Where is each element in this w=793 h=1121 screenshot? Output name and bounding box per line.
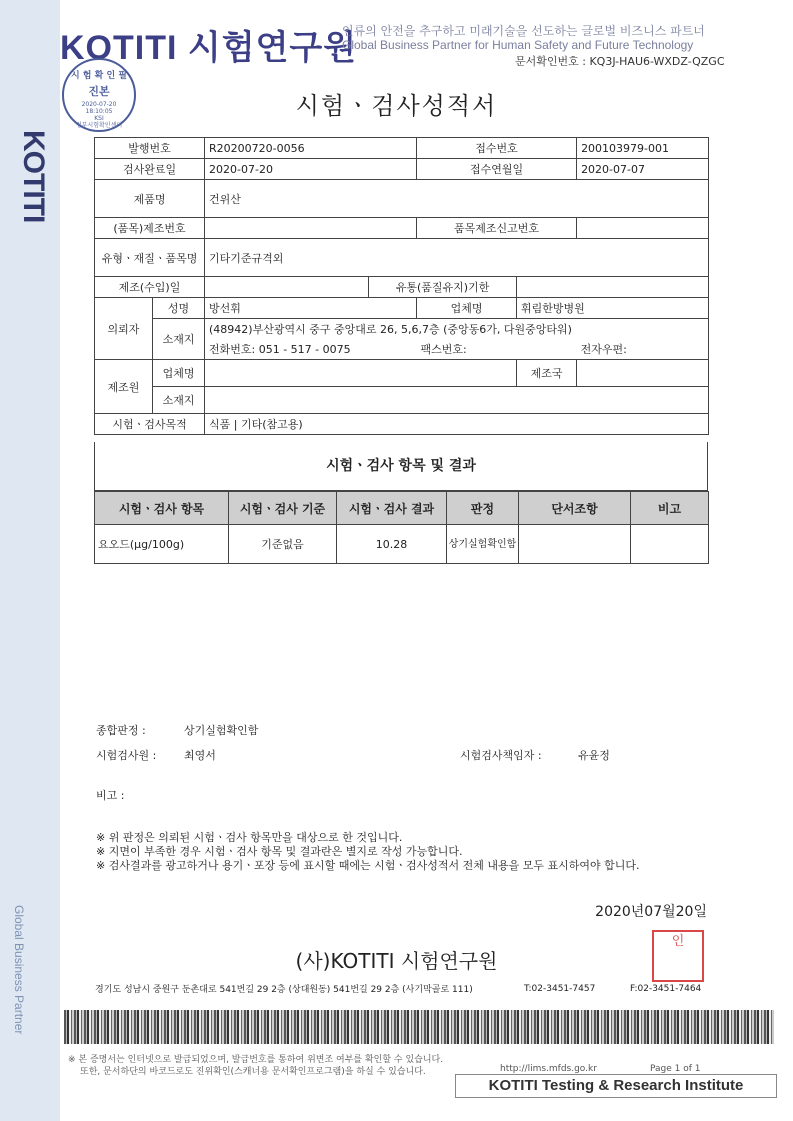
client-address-value: (48942)부산광역시 중구 중앙대로 26, 5,6,7층 (중앙동6가, 다원중앙타워) xyxy=(205,319,709,340)
receipt-date-label: 접수연월일 xyxy=(417,159,577,180)
client-name-value: 방선휘 xyxy=(205,298,417,319)
manager-label: 시험검사책임자 : xyxy=(460,749,542,762)
maker-label: 제조원 xyxy=(95,360,153,414)
info-table xyxy=(94,137,709,435)
col-result: 시험ㆍ검사 결과 xyxy=(337,492,447,525)
doc-confirm-no: 문서확인번호 : KQ3J-HAU6-WXDZ-QZGC xyxy=(515,55,725,68)
org-tel: T:02-3451-7457 xyxy=(524,984,596,994)
stamp-top: 시 험 확 인 필 xyxy=(70,71,127,81)
country-value xyxy=(577,360,709,387)
notice-1: ※ 본 증명서는 인터넷으로 발급되었으며, 발급번호를 통하여 위변조 여부를 확인할 수 있습니다. xyxy=(68,1055,444,1065)
col-standard: 시험ㆍ검사 기준 xyxy=(229,492,337,525)
receipt-no-value: 200103979-001 xyxy=(577,138,709,159)
note-1: ※ 위 판정은 의뢰된 시험ㆍ검사 항목만을 대상으로 한 것입니다. xyxy=(96,831,403,844)
issue-no-label: 발행번호 xyxy=(95,138,205,159)
complete-date-label: 검사완료일 xyxy=(95,159,205,180)
product-label: 제품명 xyxy=(95,180,205,218)
client-label: 의뢰자 xyxy=(95,298,153,360)
row-result: 10.28 xyxy=(337,525,447,564)
maker-address-label: 소재지 xyxy=(153,387,205,414)
product-value: 건위산 xyxy=(205,180,709,218)
manager-value: 유윤정 xyxy=(578,749,610,762)
type-label: 유형ㆍ재질ㆍ품목명 xyxy=(95,239,205,277)
lims-link[interactable]: http://lims.mfds.go.kr xyxy=(500,1064,597,1074)
org-address: 경기도 성남시 중원구 둔촌대로 541번길 29 2층 (상대원동) 541번길 29 2층 (사기막골로 111) xyxy=(95,985,473,995)
row-item: 요오드(μg/100g) xyxy=(95,525,229,564)
mfg-no-label: (품목)제조번호 xyxy=(95,218,205,239)
country-label: 제조국 xyxy=(517,360,577,387)
issue-no-value: R20200720-0056 xyxy=(205,138,417,159)
client-company-value: 휘림한방병원 xyxy=(517,298,709,319)
maker-company-value xyxy=(205,360,517,387)
col-item: 시험ㆍ검사 항목 xyxy=(95,492,229,525)
page-title: 시험ㆍ검사성적서 xyxy=(295,92,498,120)
row-note xyxy=(631,525,709,564)
tester-value: 최영서 xyxy=(184,749,216,762)
sidebar-logo: KOTITI xyxy=(17,130,50,223)
client-address-label: 소재지 xyxy=(153,319,205,360)
report-no-value xyxy=(577,218,709,239)
institute-name: KOTITI Testing & Research Institute xyxy=(455,1074,777,1098)
mfg-no-value xyxy=(205,218,417,239)
table-row xyxy=(95,525,709,564)
issue-date: 2020년07월20일 xyxy=(595,904,707,920)
slogan-ko: 인류의 안전을 추구하고 미래기술을 선도하는 글로벌 비즈니스 파트너 xyxy=(342,24,705,38)
receipt-no-label: 접수번호 xyxy=(417,138,577,159)
slogan-en: Global Business Partner for Human Safety and Future Technology xyxy=(342,38,694,52)
client-phone: 전화번호: 051 - 517 - 0075 xyxy=(205,339,417,360)
col-note: 비고 xyxy=(631,492,709,525)
official-seal: 인 xyxy=(652,930,704,982)
expiry-value xyxy=(517,277,709,298)
client-company-label: 업체명 xyxy=(417,298,517,319)
maker-company-label: 업체명 xyxy=(153,360,205,387)
results-heading: 시험ㆍ검사 항목 및 결과 xyxy=(94,442,708,491)
client-fax: 팩스번호: xyxy=(417,339,577,360)
note-2: ※ 지면이 부족한 경우 시험ㆍ검사 항목 및 결과란은 별지로 작성 가능합니다. xyxy=(96,845,463,858)
stamp-bottom: 정부시험확인센터 xyxy=(75,122,123,129)
sidebar-text: Global Business Partner xyxy=(12,905,26,1035)
tester-label: 시험검사원 : xyxy=(96,749,157,762)
expiry-label: 유통(품질유지)기한 xyxy=(369,277,517,298)
mfg-date-value xyxy=(205,277,369,298)
overall-value: 상기실험확인함 xyxy=(184,724,259,737)
receipt-date-value: 2020-07-07 xyxy=(577,159,709,180)
client-email: 전자우편: xyxy=(577,339,709,360)
purpose-value: 식품 | 기타(참고용) xyxy=(205,414,709,435)
type-value: 기타기준규격외 xyxy=(205,239,709,277)
client-name-label: 성명 xyxy=(153,298,205,319)
col-judgement: 판정 xyxy=(447,492,519,525)
report-no-label: 품목제조신고번호 xyxy=(417,218,577,239)
col-clause: 단서조항 xyxy=(519,492,631,525)
maker-address-value xyxy=(205,387,709,414)
purpose-label: 시험ㆍ검사목적 xyxy=(95,414,205,435)
stamp-time: 18:10:05 xyxy=(85,108,113,115)
stamp-date: 2020-07-20 xyxy=(81,101,117,108)
stamp-main: 진본 xyxy=(88,85,110,98)
kotiti-logo: KOTITI 시험연구원 xyxy=(60,29,358,67)
mfg-date-label: 제조(수입)일 xyxy=(95,277,205,298)
org-name: (사)KOTITI 시험연구원 xyxy=(295,949,498,973)
remark-label: 비고 : xyxy=(96,789,125,802)
overall-label: 종합판정 : xyxy=(96,724,146,737)
complete-date-value: 2020-07-20 xyxy=(205,159,417,180)
org-fax: F:02-3451-7464 xyxy=(630,984,702,994)
row-clause xyxy=(519,525,631,564)
notice-2: 또한, 문서하단의 바코드로도 진위확인(스캐너용 문서확인프로그램)을 하실 수 있습니다. xyxy=(80,1067,426,1077)
stamp-code: KSI xyxy=(94,115,104,122)
barcode xyxy=(64,1010,774,1044)
results-table xyxy=(94,491,709,564)
note-3: ※ 검사결과를 광고하거나 용기ㆍ포장 등에 표시할 때에는 시험ㆍ검사성적서 전체 내용을 모두 표시하여야 합니다. xyxy=(96,859,640,872)
row-standard: 기준없음 xyxy=(229,525,337,564)
page-number: Page 1 of 1 xyxy=(650,1064,701,1074)
row-judgement: 상기실험확인함 xyxy=(447,525,519,564)
